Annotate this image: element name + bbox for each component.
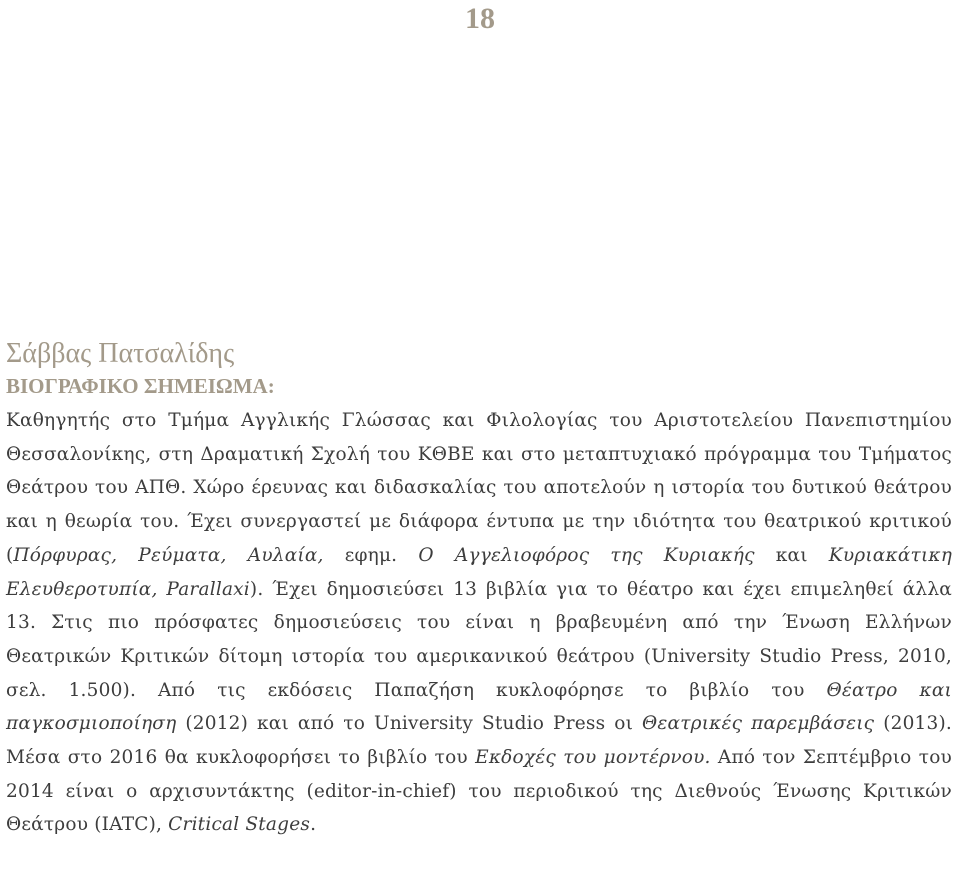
bio-segment-italic: Πόρφυρας, Ρεύματα, Αυλαία, [13, 544, 324, 566]
section-heading: ΒΙΟΓΡΑΦΙΚΟ ΣΗΜΕΙΩΜΑ: [6, 374, 275, 398]
bio-segment-italic: Θεατρικές παρεμβάσεις [642, 713, 875, 735]
bio-segment-italic: Κυριακάτικη Ελευθεροτυπία, Parallaxi [6, 544, 953, 600]
bio-segment: (2013). Μέσα στο 2016 θα κυκλοφορήσει το βιβλίο του [6, 713, 952, 769]
bio-segment: Καθηγητής στο Τμήμα Αγγλικής Γλώσσας και Φιλολογίας του Αριστοτελείου Πανεπιστημίου Θεσσαλονίκης, στη Δραματική Σχολή του ΚΘΒΕ και στο μεταπτυχιακό πρόγραμμα του Τμήματος Θεάτρου του ΑΠΘ. Χώρο έρευνας και διδασκαλίας του αποτελούν η ιστορία του δυτικού θεάτρου και η θεωρία του. Έχει συνεργαστεί με διάφορα έντυπα με την ιδιότητα του θεατρικού κριτικού ( [6, 410, 952, 566]
bio-segment: και [754, 544, 829, 566]
bio-segment: (2012) και από το University Studio Press οι [176, 713, 643, 735]
bio-segment-italic: Εκδοχές του μοντέρνου. [475, 747, 711, 769]
biography-text [6, 404, 952, 842]
bio-segment: . [310, 814, 317, 836]
page-number: 18 [465, 2, 495, 35]
author-name: Σάββας Πατσαλίδης [6, 338, 235, 369]
bio-segment: εφημ. [323, 544, 419, 566]
bio-segment: ). Έχει δημοσιεύσει 13 βιβλία για το θέατρο και έχει επιμεληθεί άλλα 13. Στις πιο πρόσφατες δημοσιεύσεις του είναι η βραβευμένη από την Ένωση Ελλήνων Θεατρικών Κριτικών δίτομη ιστορία του αμερικανικού θεάτρου (University Studio Press, 2010, σελ. 1.500). Από τις εκδόσεις Παπαζήση κυκλοφόρησε το βιβλίο του [6, 578, 952, 701]
bio-segment-italic: Θέατρο και παγκοσμιοποίηση [6, 679, 952, 735]
biography-section [6, 337, 952, 842]
bio-segment-italic: Ο Αγγελιοφόρος της Κυριακής [418, 544, 755, 566]
bio-segment-italic: Critical Stages [168, 814, 311, 836]
bio-segment: Από τον Σεπτέμβριο του 2014 είναι ο αρχισυντάκτης (editor-in-chief) του περιοδικού της Διεθνούς Ένωσης Κριτικών Θεάτρου (IATC), [6, 747, 952, 836]
